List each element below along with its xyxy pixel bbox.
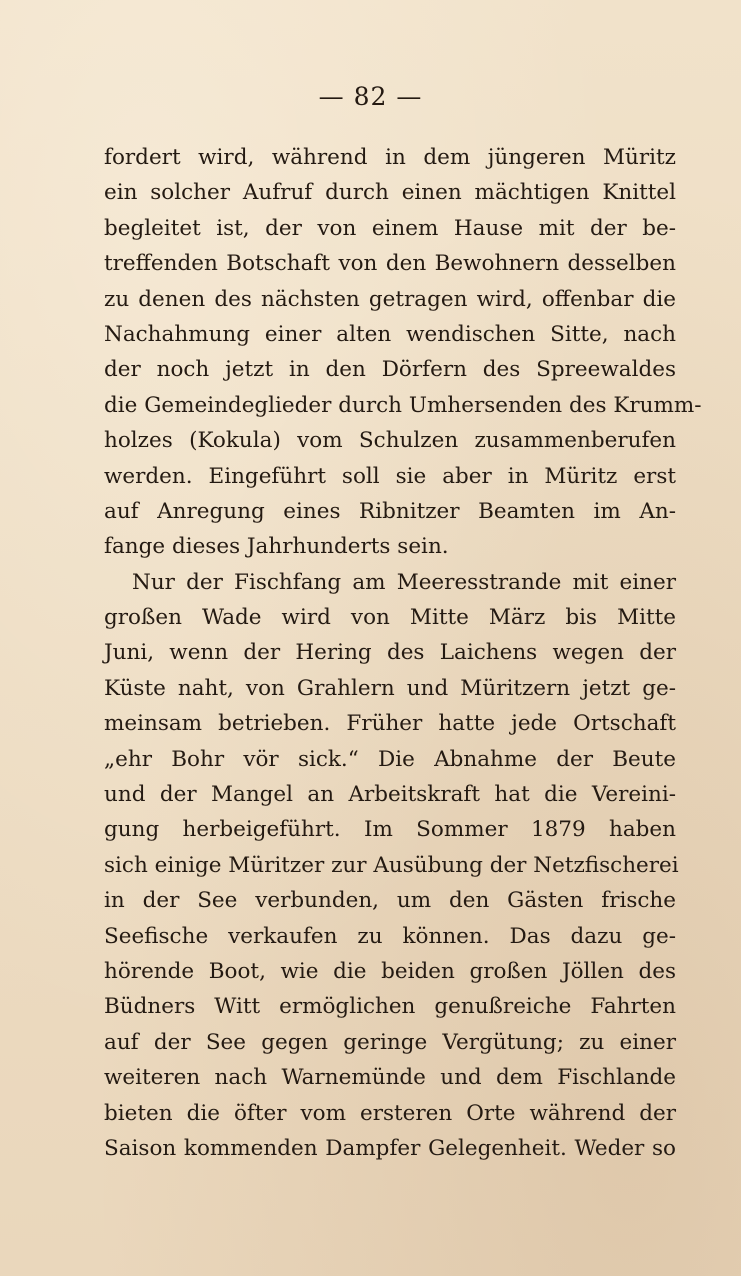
text-line: Saison kommenden Dampfer Gelegenheit. Weder so bbox=[104, 1135, 676, 1161]
text-line: „ehr Bohr vör sick.“ Die Abnahme der Beute bbox=[104, 746, 676, 772]
text-line: der noch jetzt in den Dörfern des Spreewaldes bbox=[104, 357, 676, 383]
text-line: Seefische verkaufen zu können. Das dazu ge- bbox=[104, 923, 676, 949]
text-line: werden. Eingeführt soll sie aber in Müritz erst bbox=[104, 463, 676, 489]
text-line: Nachahmung einer alten wendischen Sitte, nach bbox=[104, 321, 676, 347]
body-text bbox=[104, 140, 702, 1166]
text-line: ein solcher Aufruf durch einen mächtigen Knittel bbox=[104, 180, 676, 206]
text-line: in der See verbunden, um den Gästen frische bbox=[104, 888, 676, 914]
text-line: bieten die öfter vom ersteren Orte während der bbox=[104, 1100, 676, 1126]
text-line: hörende Boot, wie die beiden großen Jöllen des bbox=[104, 958, 676, 984]
text-line: fordert wird, während in dem jüngeren Müritz bbox=[104, 145, 676, 170]
text-line: und der Mangel an Arbeitskraft hat die Vereini- bbox=[104, 782, 676, 808]
text-line: großen Wade wird von Mitte März bis Mitte bbox=[104, 605, 676, 631]
text-line: treffenden Botschaft von den Bewohnern desselben bbox=[104, 251, 676, 277]
text-line: gung herbeigeführt. Im Sommer 1879 haben bbox=[104, 817, 676, 843]
text-line: zu denen des nächsten getragen wird, offenbar die bbox=[104, 286, 676, 312]
text-line: weiteren nach Warnemünde und dem Fischlande bbox=[104, 1065, 676, 1091]
text-line: Juni, wenn der Hering des Laichens wegen der bbox=[104, 640, 676, 666]
text-line: meinsam betrieben. Früher hatte jede Ortschaft bbox=[104, 711, 676, 737]
text-line: Büdners Witt ermöglichen genußreiche Fahrten bbox=[104, 994, 676, 1020]
text-line: auf der See gegen geringe Vergütung; zu einer bbox=[104, 1029, 676, 1055]
text-line: Küste naht, von Grahlern und Müritzern jetzt ge- bbox=[104, 675, 676, 701]
text-line: Nur der Fischfang am Meeresstrande mit einer bbox=[132, 569, 676, 595]
text-line: fange dieses Jahrhunderts sein. bbox=[104, 534, 449, 560]
text-line: die Gemeindeglieder durch Umhersenden des Krumm- bbox=[104, 392, 702, 418]
page-number: — 82 — bbox=[318, 82, 423, 111]
text-line: begleitet ist, der von einem Hause mit der be- bbox=[104, 215, 676, 241]
text-line: auf Anregung eines Ribnitzer Beamten im An- bbox=[104, 498, 676, 524]
text-line: holzes (Kokula) vom Schulzen zusammenberufen bbox=[104, 428, 676, 454]
text-line: sich einige Müritzer zur Ausübung der Netzfischerei bbox=[104, 852, 679, 878]
